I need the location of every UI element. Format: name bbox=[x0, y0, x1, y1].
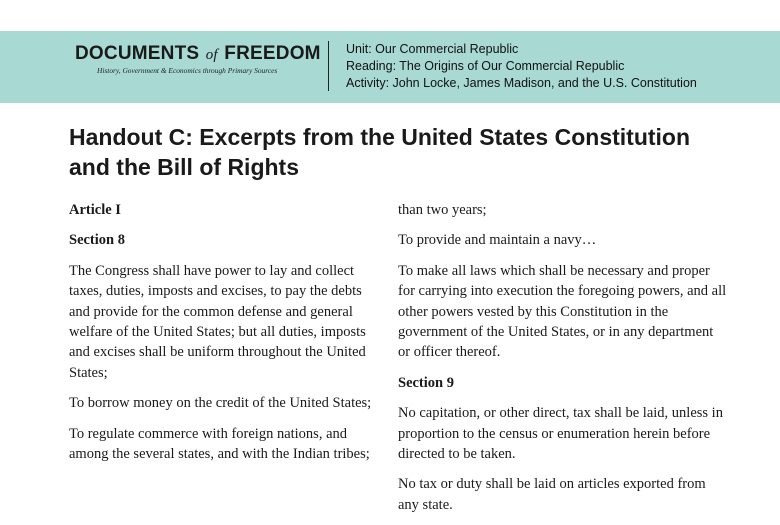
unit-line: Unit: Our Commercial Republic bbox=[346, 42, 519, 56]
brand-tagline: History, Government & Economics through Primary Sources bbox=[97, 66, 278, 75]
navy-paragraph: To provide and maintain a navy… bbox=[398, 232, 597, 249]
unit-info bbox=[346, 41, 697, 92]
continued-paragraph: than two years; bbox=[398, 202, 487, 218]
necessary-proper-paragraph: To make all laws which shall be necessary and proper for carrying into execution the foregoing powers, and all other powers vested by this Constitution in the government of the United States, or in any department or officer thereof. bbox=[398, 262, 727, 361]
brand-logo bbox=[75, 43, 321, 75]
capitation-paragraph: No capitation, or other direct, tax shall be laid, unless in proportion to the census or enumeration herein before directed to be taken. bbox=[398, 405, 723, 463]
header-divider bbox=[328, 41, 329, 91]
activity-line: Activity: John Locke, James Madison, and the U.S. Constitution bbox=[346, 76, 697, 90]
brand-main-2: FREEDOM bbox=[224, 43, 321, 64]
reading-line: Reading: The Origins of Our Commercial Republic bbox=[346, 59, 625, 73]
taxing-power-paragraph: The Congress shall have power to lay and collect taxes, duties, imposts and excises, to pay the debts and provide for the common defense and general welfare of the United States; but all duties, imposts and excises shall be uniform throughout the United States; bbox=[69, 262, 366, 381]
commerce-paragraph: To regulate commerce with foreign nations, and among the several states, and with the Indian tribes; bbox=[69, 425, 370, 463]
section-9-heading: Section 9 bbox=[398, 374, 454, 391]
section-8-heading: Section 8 bbox=[69, 232, 125, 249]
brand-of: of bbox=[205, 47, 218, 63]
brand-main-1: DOCUMENTS bbox=[75, 43, 200, 64]
borrow-money-paragraph: To borrow money on the credit of the United States; bbox=[69, 395, 372, 412]
export-tax-paragraph: No tax or duty shall be laid on articles exported from any state. bbox=[398, 476, 706, 513]
brand-title bbox=[75, 43, 321, 65]
right-column bbox=[398, 200, 728, 525]
left-column bbox=[69, 200, 379, 474]
handout-title: Handout C: Excerpts from the United States Constitution and the Bill of Rights bbox=[69, 124, 691, 180]
header-banner bbox=[0, 31, 780, 103]
article-heading: Article I bbox=[69, 202, 121, 218]
